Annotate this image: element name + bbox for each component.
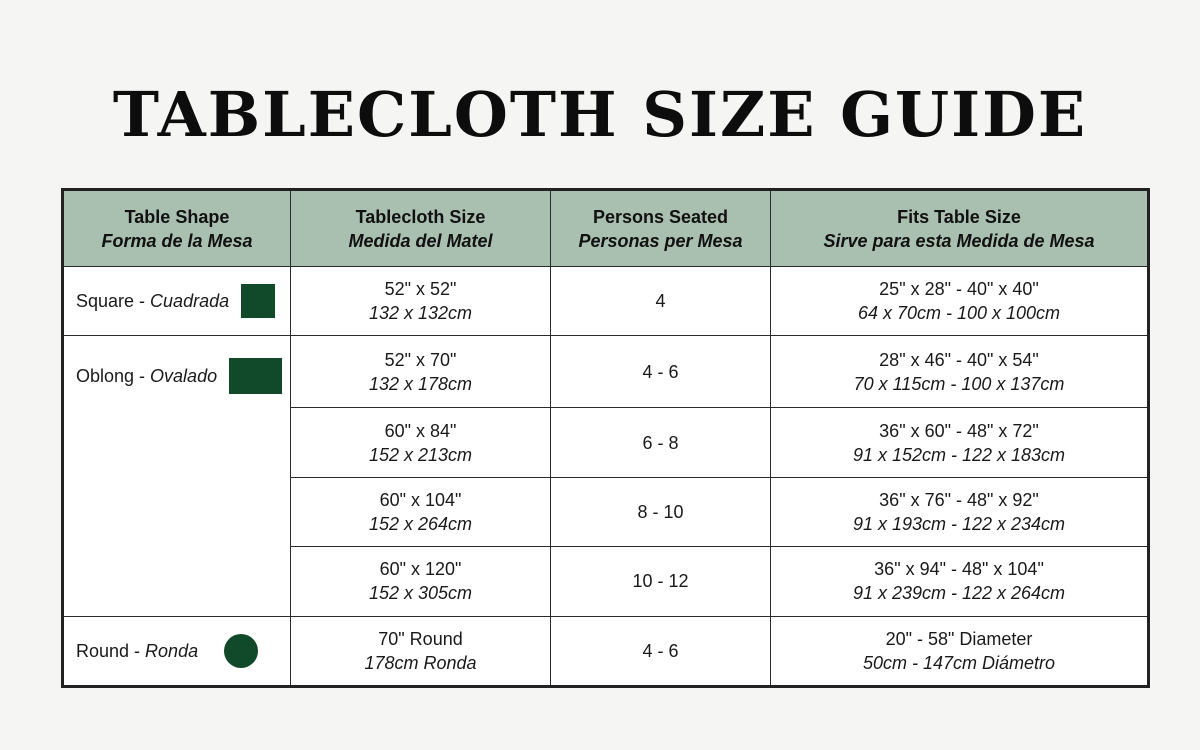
shape-name-es: Cuadrada — [150, 291, 230, 312]
fits-table-size-cell — [771, 546, 1149, 616]
persons-seated-cell: 4 - 6 — [551, 336, 771, 408]
header-label-es: Sirve para esta Medida de Mesa — [823, 230, 1095, 251]
shape-label-square — [76, 289, 229, 313]
header-label-es: Medida del Matel — [348, 230, 493, 251]
shape-cell-round — [63, 616, 291, 686]
shape-separator: - — [129, 640, 146, 661]
square-swatch-icon — [241, 284, 275, 318]
size-imperial: 52" x 52" — [384, 279, 457, 300]
size-imperial: 60" x 120" — [379, 559, 462, 580]
fits-metric: 50cm - 147cm Diámetro — [862, 652, 1056, 673]
oblong-swatch-icon — [229, 358, 282, 394]
shape-name-en: Square — [76, 291, 135, 312]
tablecloth-size-cell — [291, 408, 551, 478]
size-metric: 152 x 213cm — [368, 444, 473, 465]
shape-label-oblong — [76, 364, 217, 388]
shape-separator: - — [134, 366, 151, 387]
header-label-en: Table Shape — [124, 206, 230, 227]
fits-table-size-cell — [771, 478, 1149, 546]
shape-cell-oblong — [63, 336, 291, 617]
fits-metric: 91 x 239cm - 122 x 264cm — [852, 583, 1066, 604]
shape-separator: - — [134, 291, 151, 312]
fits-table-size-cell — [771, 336, 1149, 408]
shape-cell-square — [63, 267, 291, 336]
fits-table-size-cell — [771, 408, 1149, 478]
shape-name-en: Round — [76, 640, 130, 661]
fits-metric: 64 x 70cm - 100 x 100cm — [857, 303, 1061, 324]
persons-seated-cell: 8 - 10 — [551, 478, 771, 546]
tablecloth-size-cell — [291, 478, 551, 546]
size-imperial: 60" x 104" — [379, 490, 462, 511]
size-metric: 132 x 178cm — [368, 373, 473, 394]
table-row — [63, 336, 1149, 408]
header-tablecloth-size — [291, 190, 551, 267]
persons-seated-cell: 4 - 6 — [551, 616, 771, 686]
fits-table-size-cell — [771, 616, 1149, 686]
fits-imperial: 25" x 28" - 40" x 40" — [879, 279, 1039, 300]
table-row — [63, 267, 1149, 336]
tablecloth-size-cell — [291, 616, 551, 686]
table-row — [63, 616, 1149, 686]
size-imperial: 52" x 70" — [384, 349, 457, 370]
size-metric: 178cm Ronda — [364, 652, 477, 673]
fits-metric: 70 x 115cm - 100 x 137cm — [853, 373, 1065, 394]
header-label-es: Forma de la Mesa — [101, 230, 253, 251]
persons-seated-cell: 4 — [551, 267, 771, 336]
shape-name-es: Ronda — [145, 640, 199, 661]
header-table-shape — [63, 190, 291, 267]
fits-imperial: 36" x 94" - 48" x 104" — [874, 559, 1044, 580]
header-label-en: Persons Seated — [592, 206, 729, 227]
fits-table-size-cell — [771, 267, 1149, 336]
round-swatch-icon — [224, 634, 258, 668]
persons-seated-cell: 10 - 12 — [551, 546, 771, 616]
persons-seated-cell: 6 - 8 — [551, 408, 771, 478]
fits-imperial: 36" x 60" - 48" x 72" — [879, 420, 1039, 441]
size-metric: 152 x 305cm — [368, 583, 473, 604]
shape-name-en: Oblong — [76, 366, 135, 387]
fits-imperial: 20" - 58" Diameter — [885, 628, 1033, 649]
header-fits-table-size — [771, 190, 1149, 267]
shape-name-es: Ovalado — [150, 366, 218, 387]
fits-imperial: 28" x 46" - 40" x 54" — [879, 349, 1039, 370]
fits-imperial: 36" x 76" - 48" x 92" — [879, 490, 1039, 511]
fits-metric: 91 x 152cm - 122 x 183cm — [852, 444, 1066, 465]
header-row — [63, 190, 1149, 267]
size-imperial: 60" x 84" — [384, 420, 457, 441]
size-metric: 152 x 264cm — [368, 514, 473, 535]
header-label-en: Tablecloth Size — [355, 206, 486, 227]
tablecloth-size-cell — [291, 546, 551, 616]
header-label-en: Fits Table Size — [897, 206, 1021, 227]
shape-label-round — [76, 639, 198, 663]
size-guide-table — [61, 188, 1150, 688]
size-imperial: 70" Round — [378, 628, 463, 649]
tablecloth-size-cell — [291, 336, 551, 408]
header-label-es: Personas per Mesa — [578, 230, 743, 251]
size-metric: 132 x 132cm — [368, 303, 473, 324]
tablecloth-size-cell — [291, 267, 551, 336]
page-title: TABLECLOTH SIZE GUIDE — [112, 78, 1088, 151]
header-persons-seated — [551, 190, 771, 267]
fits-metric: 91 x 193cm - 122 x 234cm — [852, 514, 1066, 535]
